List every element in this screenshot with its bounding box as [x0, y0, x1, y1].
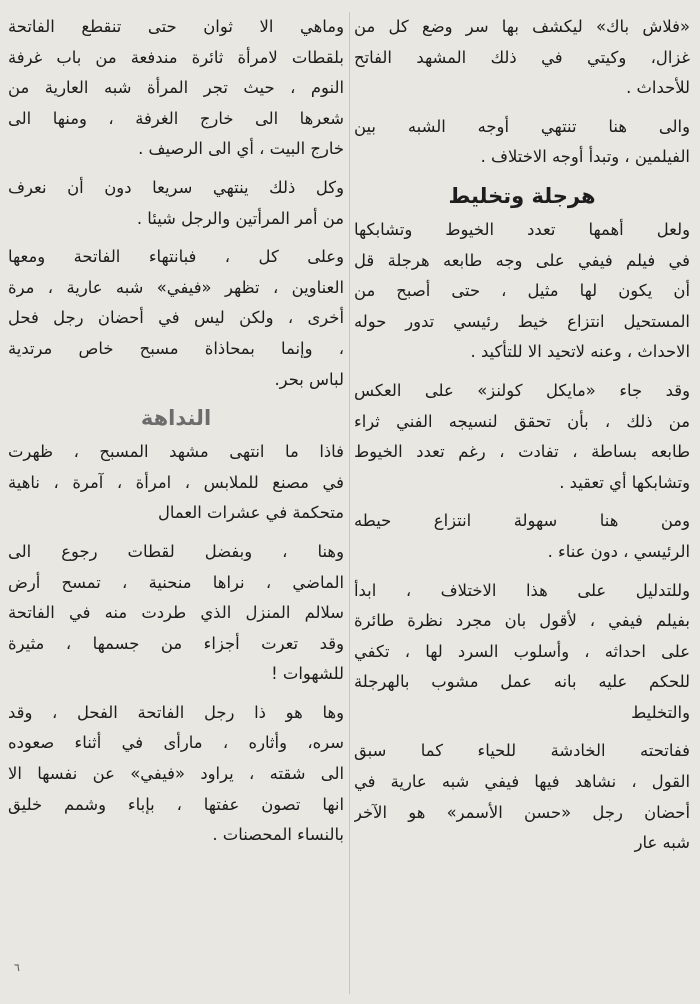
paragraph — [8, 173, 344, 234]
paragraph — [354, 12, 690, 104]
text-line: في فيلم فيفي على وجه طابعه هرجلة قل — [354, 250, 690, 270]
text-line: للأحداث . — [626, 78, 690, 98]
text-line: والى هنا تنتهي أوجه الشبه بين — [354, 116, 690, 136]
text-line: أن يكون لها مثيل ، حتى أصبح من — [354, 281, 690, 301]
text-line: فاذا ما انتهى مشهد المسبح ، ظهرت — [8, 442, 344, 462]
paragraph — [8, 437, 344, 529]
text-line: وهنا ، وبفضل لقطات رجوع الى — [8, 541, 344, 561]
text-line: وقد جاء «مايكل كولنز» على العكس — [354, 380, 690, 400]
text-line: وتشابكها أي تعقيد . — [559, 472, 690, 492]
left-column — [8, 12, 344, 996]
text-line: سلالم المنزل الذي طردت منه في الفاتحة — [8, 603, 344, 623]
text-line: وعلى كل ، فبانتهاء الفاتحة ومعها — [8, 247, 344, 267]
text-line: وقد تعرت أجزاء من جسمها ، مثيرة — [8, 633, 344, 653]
text-line: غزال، وكيتي في ذلك المشهد الفاتح — [354, 47, 690, 67]
paragraph — [354, 506, 690, 567]
paragraph — [8, 12, 344, 165]
text-line: سره، وأثاره ، مارأى في أثناء صعوده — [8, 733, 344, 753]
paragraph — [8, 537, 344, 690]
text-line: «فلاش باك» ليكشف بها سر وضع كل من — [354, 17, 690, 36]
text-line: القول ، نشاهد فيها فيفي شبه عارية في — [354, 772, 690, 792]
text-line: شبه عار — [634, 833, 690, 853]
text-line: ومن هنا سهولة انتزاع حيطه — [354, 511, 690, 531]
text-line: ، وإنما بمحاذاة مسبح خاص مرتدية — [8, 338, 344, 358]
text-line: طابعه بساطة ، تفادت ، رغم تعدد الخيوط — [354, 442, 690, 462]
paragraph — [354, 576, 690, 729]
text-line: ففاتحته الخادشة للحياء كما سبق — [354, 741, 690, 761]
text-line: أحضان رجل «حسن الأسمر» هو الآخر — [354, 802, 690, 822]
text-line: ولعل أهمها تعدد الخيوط وتشابكها — [354, 219, 690, 239]
text-line: المستحيل انتزاع خيط رئيسي تدور حوله — [354, 311, 690, 331]
paragraph — [354, 215, 690, 368]
paragraph — [8, 242, 344, 395]
text-line: العناوين ، تظهر «فيفي» شبه عارية ، مرة — [8, 277, 344, 297]
text-line: متحكمة في عشرات العمال — [157, 503, 344, 523]
section-subheading: النداهة — [140, 406, 212, 431]
text-line: خارج البيت ، أي الى الرصيف . — [138, 139, 344, 159]
text-line: الاحداث ، وعنه لاتحيد الا للتأكيد . — [470, 342, 690, 362]
text-line: وكل ذلك ينتهي سريعا دون أن نعرف — [8, 177, 344, 197]
text-line: وللتدليل على هذا الاختلاف ، ابدأ — [354, 580, 690, 600]
text-line: بفيلم فيفي ، لأقول بان مجرد نظرة طائرة — [354, 611, 690, 631]
text-line: الماضي ، نراها منحنية ، تمسح أرض — [8, 572, 344, 592]
text-line: لباس بحر. — [274, 369, 344, 389]
paragraph — [354, 376, 690, 498]
text-line: الفيلمين ، وتبدأ أوجه الاختلاف . — [480, 147, 690, 167]
text-line: في مصنع للملابس ، امرأة ، آمرة ، ناهية — [8, 472, 344, 492]
text-line: أخرى ، ولكن ليس في أحضان رجل فحل — [8, 308, 344, 328]
text-line: بالنساء المحصنات . — [212, 825, 344, 845]
text-line: شعرها الى خارج الغرفة ، ومنها الى — [8, 108, 344, 128]
text-line: للحكم عليه بانه عمل مشوب بالهرجلة — [354, 672, 690, 692]
text-line: والتخليط — [631, 702, 690, 722]
section-subheading: هرجلة وتخليط — [448, 183, 596, 208]
paragraph — [8, 698, 344, 851]
text-line: من ذلك ، بأن تحقق لنسيجه الفني ثراء — [354, 411, 690, 431]
text-line: الرئيسي ، دون عناء . — [547, 541, 690, 561]
text-line: الى شقته ، يراود «فيفي» عن نفسها الا — [8, 764, 344, 784]
text-line: من أمر المرأتين والرجل شيئا . — [136, 208, 344, 228]
right-column — [354, 12, 690, 996]
text-line: النوم ، حيث تجر المرأة شبه العارية من — [8, 78, 344, 98]
page-mark: ٦ — [14, 961, 20, 974]
column-divider — [349, 12, 350, 994]
paragraph — [354, 736, 690, 858]
paragraph — [354, 112, 690, 173]
text-line: وماهي الا ثوان حتى تنقطع الفاتحة — [8, 17, 344, 36]
text-line: بلقطات لامرأة ثائرة مندفعة من باب غرفة — [8, 47, 344, 67]
text-line: وها هو ذا رجل الفاتحة الفحل ، وقد — [8, 702, 344, 722]
text-line: للشهوات ! — [271, 664, 344, 684]
text-line: على احداثه ، وأسلوب السرد لها ، تكفي — [354, 641, 690, 661]
text-line: انها تصون عفتها ، بإباء وشمم خليق — [8, 794, 344, 814]
